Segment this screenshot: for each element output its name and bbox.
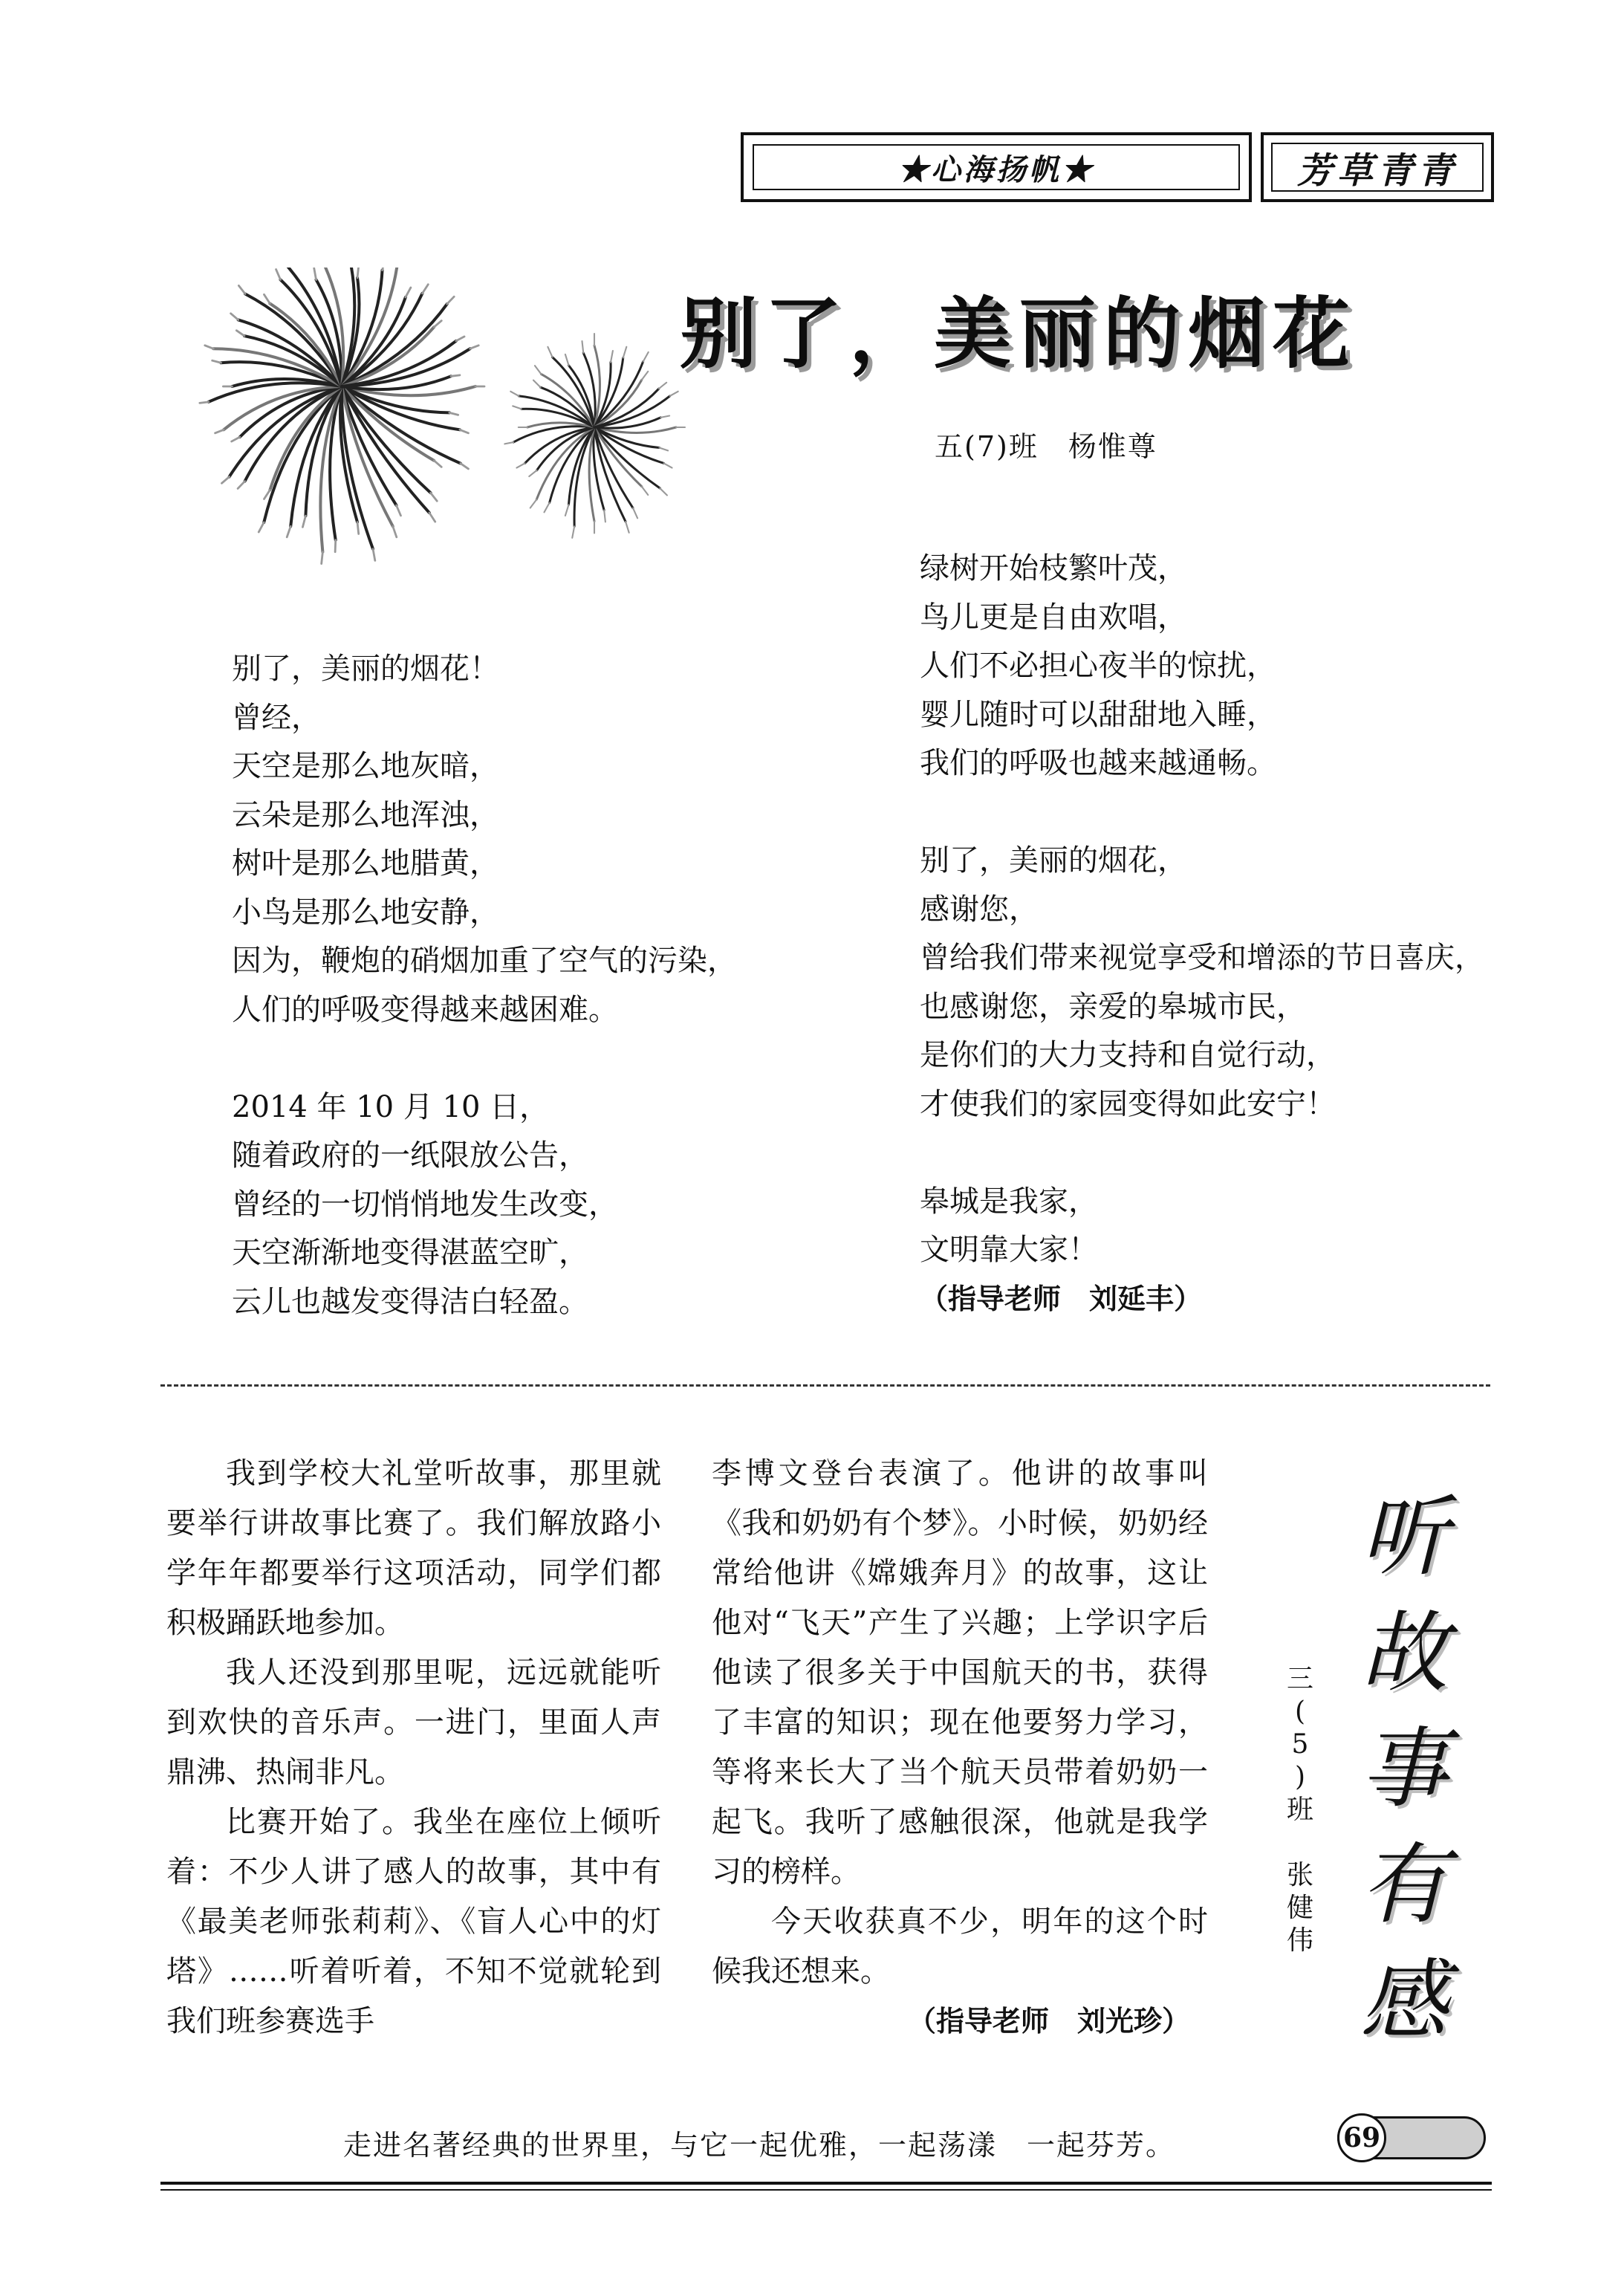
poem-line: 人们不必担心夜半的惊扰， bbox=[920, 649, 1276, 683]
poem-line: 小鸟是那么地安静， bbox=[232, 895, 499, 930]
story-author-char: 伟 bbox=[1286, 1925, 1313, 1956]
column-label: ★心海扬帆★ bbox=[753, 144, 1240, 190]
poem-line: 天空渐渐地变得湛蓝空旷， bbox=[232, 1236, 588, 1270]
story-left-column bbox=[166, 1449, 661, 2046]
page-number: 69 bbox=[1337, 2113, 1386, 2162]
poem-right-column bbox=[920, 545, 1484, 1323]
poem-left-column bbox=[232, 645, 737, 1326]
poem-byline: 五(7)班 杨惟尊 bbox=[935, 430, 1157, 463]
poem-line: 因为，鞭炮的硝烟加重了空气的污染， bbox=[232, 944, 737, 978]
story-author-char: 张 bbox=[1286, 1860, 1313, 1890]
poem-line: 才使我们的家园变得如此安宁！ bbox=[920, 1086, 1336, 1121]
story-paragraph: 李博文登台表演了。他讲的故事叫《我和奶奶有个梦》。小时候，奶奶经常给他讲《嫦娥奔月》的故事，这让他对“飞天”产生了兴趣；上学识字后他读了很多关于中国航天的书，获得了丰富的知识；现在他要努力学习，等将来长大了当个航天员带着奶奶一起飞。我听了感触很深，他就是我学习的榜样。 bbox=[712, 1456, 1208, 1889]
firework-large-icon bbox=[200, 268, 484, 564]
story-title-char: 听 bbox=[1360, 1485, 1448, 1588]
story-title-char: 感 bbox=[1360, 1949, 1448, 2052]
poem-line: 云儿也越发变得洁白轻盈。 bbox=[232, 1284, 588, 1319]
footer-slogan: 走进名著经典的世界里，与它一起优雅，一起荡漾 一起芬芳。 bbox=[343, 2129, 1176, 2162]
poem-line: 是你们的大力支持和自觉行动， bbox=[920, 1038, 1336, 1072]
footer-rule bbox=[160, 2182, 1492, 2185]
poem-line bbox=[920, 1129, 1484, 1178]
poem-line bbox=[232, 1034, 737, 1083]
fireworks-illustration bbox=[178, 268, 713, 580]
poem-line: 曾经的一切悄悄地发生改变， bbox=[232, 1187, 618, 1222]
footer-rule bbox=[160, 2189, 1492, 2191]
story-teacher-credit: （指导老师 刘光珍） bbox=[907, 2005, 1190, 2038]
story-title-char: 事 bbox=[1360, 1717, 1448, 1820]
section-divider bbox=[160, 1384, 1490, 1387]
story-author-char: ) bbox=[1294, 1762, 1306, 1792]
firework-small-icon bbox=[504, 334, 685, 538]
poem-line: 别了，美丽的烟花， bbox=[920, 843, 1187, 878]
story-title-char: 故 bbox=[1360, 1601, 1448, 1704]
poem-line: 婴儿随时可以甜甜地入睡， bbox=[920, 697, 1276, 732]
story-paragraph: 比赛开始了。我坐在座位上倾听着：不少人讲了感人的故事，其中有《最美老师张莉莉》、《盲人心中的灯塔》……听着听着，不知不觉就轮到我们班参赛选手 bbox=[166, 1805, 661, 2038]
poem-line: 人们的呼吸变得越来越困难。 bbox=[232, 992, 618, 1027]
poem-title: 别了，美丽的烟花 bbox=[680, 288, 1358, 379]
story-author-char: 5 bbox=[1291, 1729, 1309, 1760]
story-author-char: ( bbox=[1294, 1696, 1306, 1727]
poem-line: 天空是那么地灰暗， bbox=[232, 749, 499, 783]
poem-line: 绿树开始枝繁叶茂， bbox=[920, 551, 1187, 586]
poem-line: 感谢您， bbox=[920, 892, 1039, 927]
story-author-char bbox=[1278, 1826, 1322, 1859]
story-paragraph: 我人还没到那里呢，远远就能听到欢快的音乐声。一进门，里面人声鼎沸、热闹非凡。 bbox=[166, 1656, 661, 1789]
poem-line: 鸟儿更是自由欢唱， bbox=[920, 600, 1187, 635]
poem-line: 云朵是那么地浑浊， bbox=[232, 797, 499, 832]
poem-line: 我们的呼吸也越来越通畅。 bbox=[920, 746, 1276, 780]
column-label-box bbox=[741, 132, 1252, 202]
story-paragraph: 今天收获真不少，明年的这个时候我还想来。 bbox=[712, 1905, 1208, 1988]
section-label: 芳草青青 bbox=[1271, 143, 1484, 192]
poem-line: 皋城是我家， bbox=[920, 1184, 1098, 1219]
story-author-char: 三 bbox=[1286, 1664, 1313, 1694]
section-label-box bbox=[1261, 132, 1494, 202]
poem-line: 2014 年 10 月 10 日， bbox=[232, 1089, 550, 1124]
story-author-char: 健 bbox=[1286, 1893, 1313, 1923]
poem-line: 曾给我们带来视觉享受和增添的节日喜庆， bbox=[920, 941, 1484, 975]
poem-line: 也感谢您，亲爱的皋城市民， bbox=[920, 989, 1306, 1024]
poem-line: 文明靠大家！ bbox=[920, 1233, 1098, 1267]
poem-line bbox=[920, 788, 1484, 837]
story-right-column bbox=[712, 1449, 1208, 2046]
story-title-char: 有 bbox=[1360, 1833, 1448, 1936]
story-author bbox=[1278, 1663, 1322, 1957]
story-paragraph: 我到学校大礼堂听故事，那里就要举行讲故事比赛了。我们解放路小学年年都要举行这项活动，同学们都积极踊跃地参加。 bbox=[166, 1456, 661, 1640]
poem-line: 别了，美丽的烟花！ bbox=[232, 652, 499, 686]
poem-line: 随着政府的一纸限放公告， bbox=[232, 1138, 588, 1173]
story-title bbox=[1337, 1479, 1471, 2058]
poem-line: 树叶是那么地腊黄， bbox=[232, 846, 499, 881]
poem-line: 曾经， bbox=[232, 700, 321, 735]
poem-teacher-credit: （指导老师 刘延丰） bbox=[920, 1282, 1203, 1315]
story-author-char: 班 bbox=[1286, 1795, 1313, 1825]
